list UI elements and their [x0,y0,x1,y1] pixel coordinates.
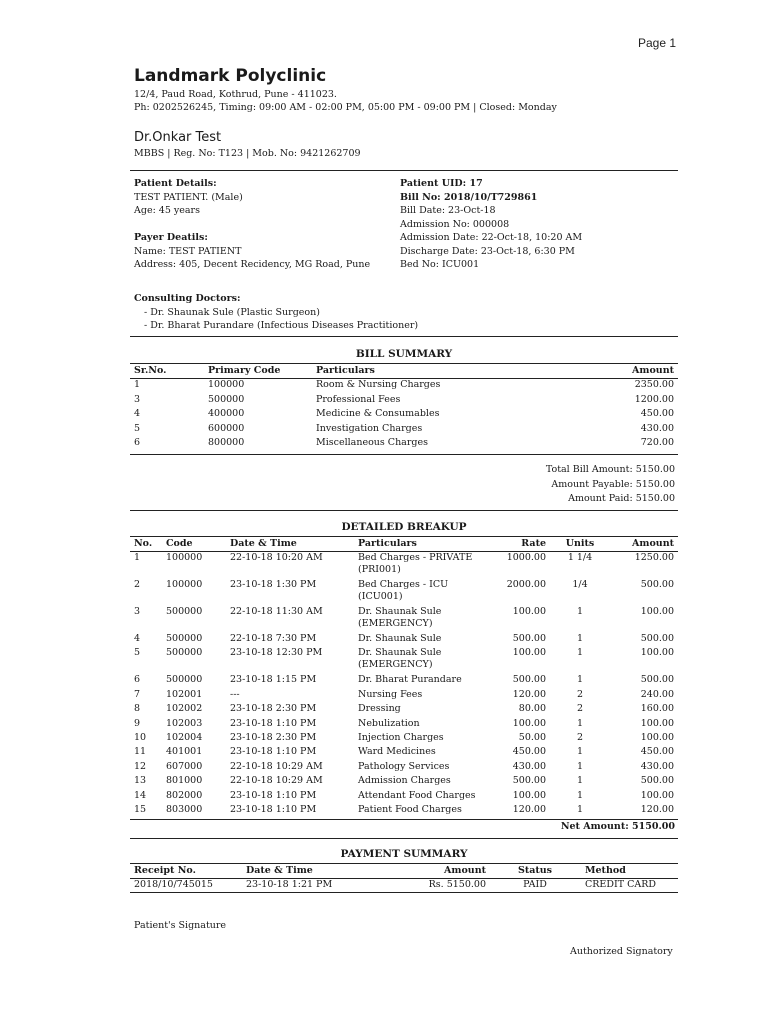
units-cell: 1 [576,746,584,758]
amount-cell: 500.00 [640,775,674,787]
payment-header [130,865,678,879]
rate-cell: 100.00 [512,717,546,729]
code-cell: 100000 [208,379,245,390]
particulars-cell: Dr. Bharat Purandare [358,674,462,686]
code-cell: 500000 [166,633,203,644]
patient-age: Age: 45 years [134,205,200,216]
datetime-cell: 22-10-18 10:29 AM [230,775,323,787]
units-cell: 1/4 [572,579,588,590]
particulars-cell: Professional Fees [316,393,401,405]
particulars-cell: Injection Charges [358,731,444,743]
table-row [130,579,678,606]
rate-cell: 500.00 [512,674,546,686]
clinic-address-block [134,89,557,114]
payment-rows [130,879,678,893]
no-cell: 10 [134,731,147,743]
net-amount: Net Amount: 5150.00 [560,821,675,832]
no-cell: 2 [134,579,141,590]
col-amount: Amount [632,538,674,549]
units-cell: 1 [576,717,584,729]
col-code: Code [166,538,193,549]
payer-details [134,231,370,272]
amount-paid: Amount Paid: 5150.00 [568,493,675,504]
rate-cell: 430.00 [512,760,546,772]
payment-title: PAYMENT SUMMARY [340,848,468,860]
col-status: Status [517,865,553,876]
breakup-header [130,538,678,552]
code-cell: 600000 [208,422,245,434]
code-cell: 803000 [166,803,203,815]
code-cell: 102003 [166,717,203,729]
rate-cell: 500.00 [512,775,546,787]
bill-totals [430,463,675,507]
page-number: Page 1 [638,36,677,50]
rate-cell: 120.00 [512,803,546,815]
rate-cell: 450.00 [512,746,546,758]
particulars-cell: Nursing Fees [358,688,423,700]
table-row [130,408,678,423]
col-no: No. [134,538,153,549]
payment-bottom-rule [130,892,678,893]
col-datetime: Date & Time [246,865,313,876]
bill-date: Bill Date: 23-Oct-18 [400,205,496,216]
section-divider [130,510,678,511]
bill-summary-rows [130,379,678,452]
datetime-cell: 23-10-18 1:10 PM [230,746,317,758]
table-row [130,718,678,732]
sr-cell: 5 [134,422,141,434]
datetime-cell: 23-10-18 1:30 PM [230,579,317,590]
bill-summary-title: BILL SUMMARY [355,348,453,360]
table-row [130,674,678,688]
amount-cell: 500.00 [640,633,674,644]
table-row [130,746,678,760]
col-particulars: Particulars [358,538,417,549]
payer-address: Address: 405, Decent Recidency, MG Road, Pune [134,259,371,270]
datetime-cell: 23-10-18 1:15 PM [230,674,317,686]
consulting-doctor-2: - Dr. Bharat Purandare (Infectious Diseases Practitioner) [144,320,419,331]
table-row [130,689,678,703]
clinic-contact: Ph: 0202526245, Timing: 09:00 AM - 02:00 PM, 05:00 PM - 09:00 PM | Closed: Monday [134,101,557,113]
patient-uid: Patient UID: 17 [400,178,483,189]
code-cell: 500000 [166,647,203,659]
payer-heading: Payer Deatils: [134,232,208,243]
col-particulars: Particulars [316,365,375,376]
particulars-cell: Ward Medicines [358,746,436,758]
amount-cell: 450.00 [640,746,674,758]
particulars-cell: Attendant Food Charges [358,789,476,801]
col-datetime: Date & Time [230,538,297,549]
table-row [130,761,678,775]
status-cell: PAID [523,879,547,890]
amount-cell: 160.00 [640,703,674,715]
patient-heading: Patient Details: [134,178,217,189]
doctor-credentials: MBBS | Reg. No: T123 | Mob. No: 9421262709 [134,148,361,159]
datetime-cell: 23-10-18 1:10 PM [230,717,317,729]
units-cell: 1 [576,606,584,617]
col-amount: Amount [632,365,674,376]
no-cell: 8 [134,703,141,715]
clinic-address: 12/4, Paud Road, Kothrud, Pune - 411023. [134,89,337,100]
datetime-cell: 23-10-18 2:30 PM [230,731,317,743]
payer-name: Name: TEST PATIENT [134,245,242,257]
datetime-cell: 23-10-18 1:10 PM [230,789,317,801]
bill-info [400,177,582,272]
breakup-rows [130,552,678,818]
clinic-name: Landmark Polyclinic [134,66,327,86]
datetime-cell: 22-10-18 11:30 AM [230,606,323,617]
table-row [130,790,678,804]
units-cell: 1 [576,674,584,686]
code-cell: 800000 [208,437,245,448]
table-row [130,879,678,893]
table-row [130,552,678,579]
rate-cell: 50.00 [518,731,546,743]
doctor-name: Dr.Onkar Test [134,130,222,145]
discharge-date: Discharge Date: 23-Oct-18, 6:30 PM [400,245,575,257]
amount-cell: 1200.00 [634,393,674,405]
units-cell: 1 [576,803,584,815]
amount-cell: 450.00 [640,408,674,419]
particulars-cell: Bed Charges - ICU [358,579,449,590]
code-cell: 801000 [166,775,203,787]
col-primary-code: Primary Code [208,365,281,376]
particulars-cell: Pathology Services [358,760,450,772]
units-cell: 1 1/4 [567,552,593,563]
section-divider [130,838,678,839]
col-receipt: Receipt No. [134,865,196,876]
rate-cell: 100.00 [512,647,546,659]
table-row [130,633,678,647]
code-cell: 500000 [166,606,203,617]
table-row [130,732,678,746]
code-cell: 802000 [166,789,203,801]
section-divider [130,336,678,337]
units-cell: 1 [576,775,584,787]
rate-cell: 80.00 [518,703,546,715]
col-sr: Sr.No. [134,365,167,376]
patient-name: TEST PATIENT. (Male) [134,191,243,203]
particulars-cell: Dr. Shaunak Sule [358,647,442,659]
no-cell: 12 [134,760,147,772]
sr-cell: 4 [134,408,141,419]
particulars-cell-line2: (PRI001) [358,564,401,575]
particulars-cell-line2: (ICU001) [358,591,403,602]
sr-cell: 6 [134,437,141,448]
no-cell: 14 [134,789,147,801]
breakup-title: DETAILED BREAKUP [341,521,467,533]
rate-cell: 120.00 [512,688,546,700]
particulars-cell: Dr. Shaunak Sule [358,633,442,644]
code-cell: 102004 [166,731,203,743]
amount-cell: 100.00 [640,647,674,659]
no-cell: 9 [134,717,141,729]
units-cell: 2 [576,688,584,700]
no-cell: 5 [134,647,141,659]
amount-cell: Rs. 5150.00 [428,879,486,890]
datetime-cell: 23-10-18 2:30 PM [230,703,317,715]
rate-cell: 500.00 [512,633,546,644]
amount-cell: 500.00 [640,674,674,686]
receipt-cell: 2018/10/745015 [134,879,213,890]
bill-summary-bottom-rule [130,454,678,455]
no-cell: 3 [134,606,141,617]
no-cell: 15 [134,803,147,815]
col-rate: Rate [521,538,546,549]
header-divider [130,170,678,171]
amount-cell: 430.00 [640,760,674,772]
datetime-cell: 23-10-18 1:21 PM [246,879,333,890]
consulting-doctors [134,292,418,333]
breakup-table [130,538,678,818]
patient-signature-label: Patient's Signature [134,920,227,931]
bill-number: Bill No: 2018/10/T729861 [400,191,538,203]
no-cell: 4 [134,633,141,644]
code-cell: 102001 [166,688,203,700]
table-row [130,379,678,394]
amount-cell: 430.00 [640,422,674,434]
table-row [130,437,678,452]
amount-cell: 720.00 [640,437,674,448]
particulars-cell: Medicine & Consumables [316,408,440,419]
method-cell: CREDIT CARD [585,879,656,890]
admission-date: Admission Date: 22-Oct-18, 10:20 AM [400,232,583,243]
particulars-cell-line2: (EMERGENCY) [358,659,433,671]
datetime-cell: 23-10-18 1:10 PM [230,803,317,815]
code-cell: 100000 [166,579,203,590]
no-cell: 6 [134,674,141,686]
consulting-doctor-1: - Dr. Shaunak Sule (Plastic Surgeon) [144,306,320,318]
table-row [130,804,678,818]
table-row [130,394,678,409]
table-row [130,775,678,789]
rate-cell: 1000.00 [506,552,546,563]
datetime-cell: 22-10-18 10:29 AM [230,760,323,772]
amount-cell: 100.00 [640,789,674,801]
particulars-cell: Investigation Charges [316,422,423,434]
amount-cell: 2350.00 [634,379,674,390]
no-cell: 13 [134,775,147,787]
authorized-signatory-label: Authorized Signatory [570,946,673,957]
amount-cell: 100.00 [640,717,674,729]
table-row [130,703,678,717]
amount-cell: 240.00 [640,688,674,700]
amount-cell: 100.00 [640,606,674,617]
amount-cell: 1250.00 [634,552,674,563]
col-method: Method [585,865,626,876]
amount-cell: 500.00 [640,579,674,590]
bill-summary-header [130,365,678,379]
units-cell: 1 [576,760,584,772]
table-row [130,606,678,633]
units-cell: 1 [576,633,584,644]
no-cell: 11 [134,746,147,758]
particulars-cell: Dressing [358,703,401,715]
particulars-cell: Admission Charges [358,775,451,787]
particulars-cell: Miscellaneous Charges [316,437,428,448]
amount-cell: 120.00 [640,803,674,815]
datetime-cell: --- [230,688,240,700]
datetime-cell: 22-10-18 7:30 PM [230,633,317,644]
particulars-cell: Dr. Shaunak Sule [358,606,442,617]
rate-cell: 100.00 [512,606,546,617]
particulars-cell: Bed Charges - PRIVATE [358,552,473,563]
code-cell: 102002 [166,703,203,715]
code-cell: 400000 [208,408,245,419]
particulars-cell-line2: (EMERGENCY) [358,618,433,629]
units-cell: 1 [576,647,584,659]
rate-cell: 2000.00 [506,579,546,590]
units-cell: 2 [576,731,584,743]
col-amount: Amount [444,865,486,876]
units-cell: 1 [576,789,584,801]
code-cell: 500000 [166,674,203,686]
datetime-cell: 23-10-18 12:30 PM [230,647,323,659]
payment-table [130,865,678,893]
code-cell: 607000 [166,760,203,772]
table-row [130,647,678,674]
sr-cell: 1 [134,379,141,390]
consulting-heading: Consulting Doctors: [134,293,241,304]
no-cell: 1 [134,552,141,563]
total-bill-amount: Total Bill Amount: 5150.00 [545,464,675,475]
no-cell: 7 [134,688,141,700]
amount-payable: Amount Payable: 5150.00 [551,478,675,490]
rate-cell: 100.00 [512,789,546,801]
admission-number: Admission No: 000008 [400,218,510,230]
datetime-cell: 22-10-18 10:20 AM [230,552,323,563]
particulars-cell: Room & Nursing Charges [316,379,441,390]
bill-summary-table [130,365,678,452]
code-cell: 100000 [166,552,203,563]
patient-details [134,177,243,218]
units-cell: 2 [576,703,584,715]
bed-number: Bed No: ICU001 [400,259,480,270]
amount-cell: 100.00 [640,731,674,743]
col-units: Units [565,538,595,549]
code-cell: 500000 [208,393,245,405]
table-row [130,423,678,438]
particulars-cell: Patient Food Charges [358,803,462,815]
particulars-cell: Nebulization [358,717,420,729]
code-cell: 401001 [166,746,203,758]
sr-cell: 3 [134,393,141,405]
